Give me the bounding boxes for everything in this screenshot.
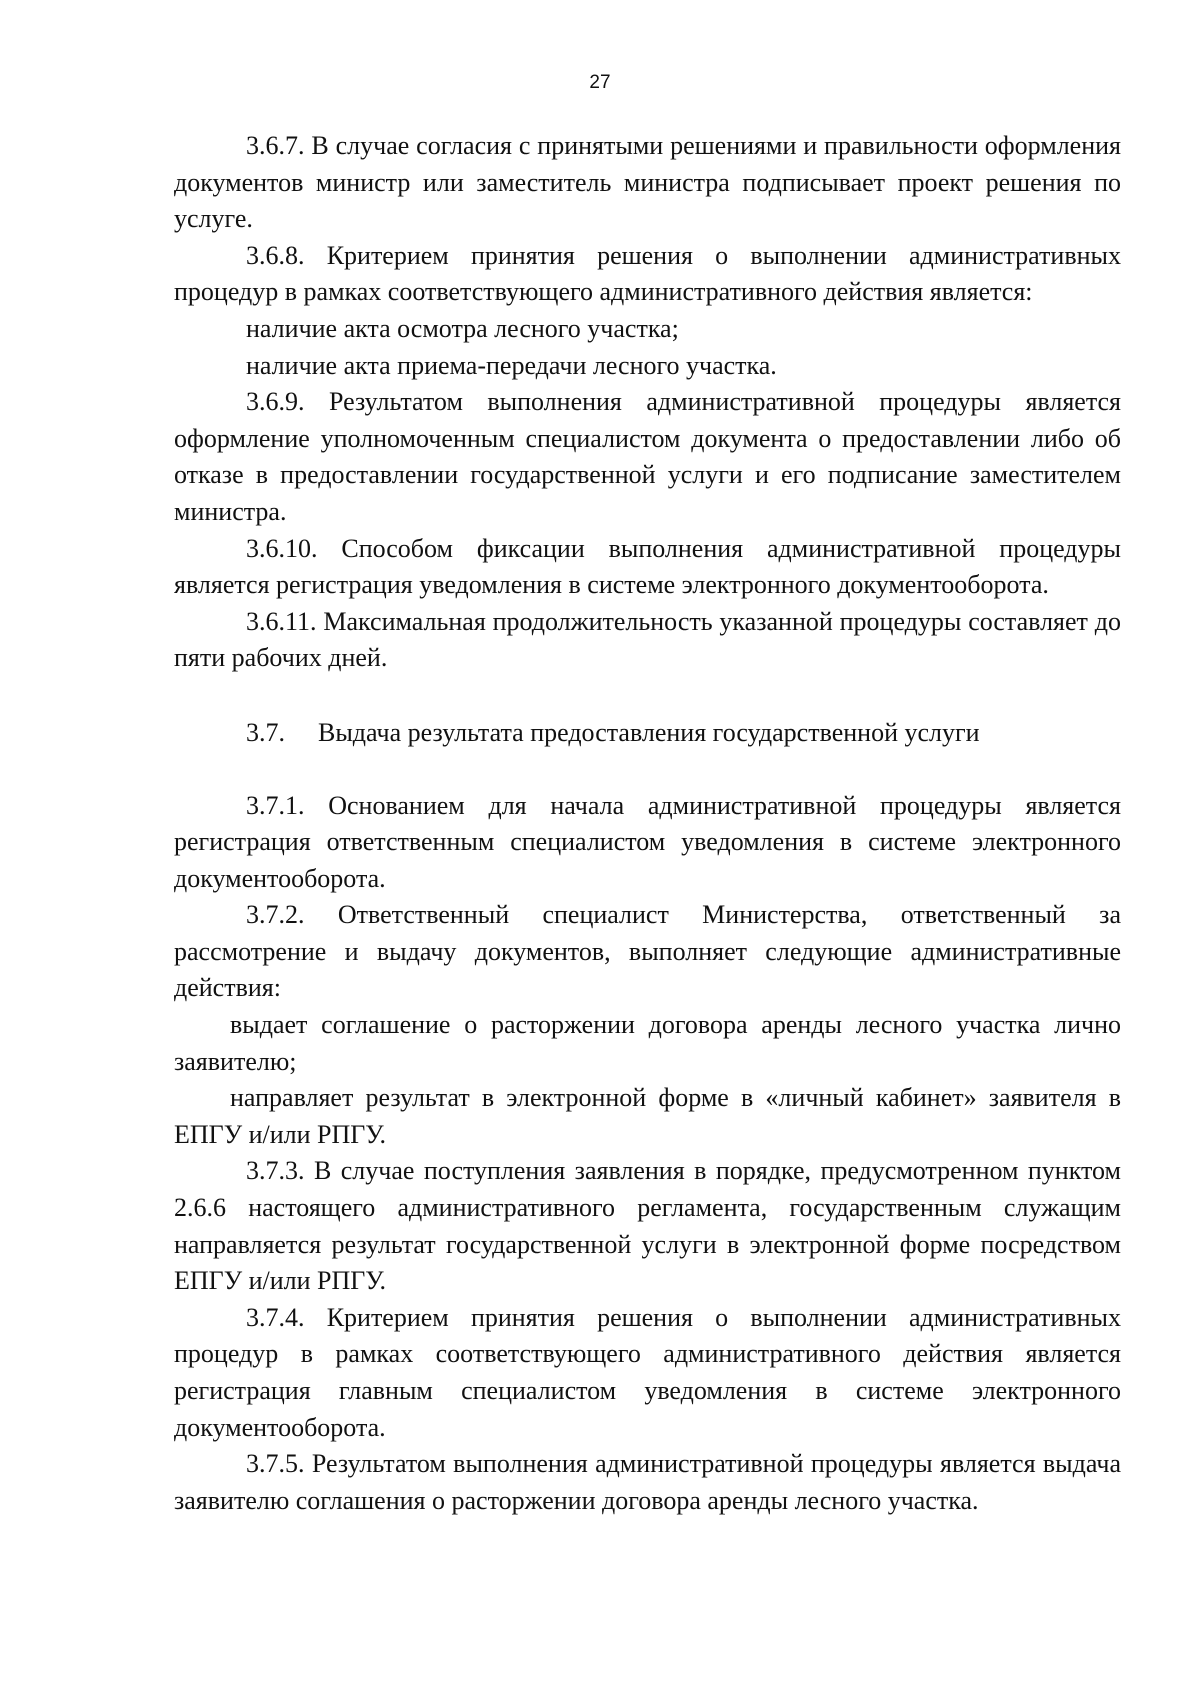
paragraph-3-7-1: 3.7.1. Основанием для начала административной процедуры является регистрация ответственным специалистом уведомления в системе электронного документооборота. [174,790,1121,893]
paragraph-3-7-2: 3.7.2. Ответственный специалист Министерства, ответственный за рассмотрение и выдачу документов, выполняет следующие административные действия: [174,900,1121,1003]
list-item-transfer-act: наличие акта приема-передачи лесного участка. [246,350,777,380]
paragraph-3-6-10: 3.6.10. Способом фиксации выполнения административной процедуры является регистрация уведомления в системе электронного документооборота. [174,533,1121,600]
list-item-inspection-act: наличие акта осмотра лесного участка; [246,313,679,343]
section-heading [174,715,1121,752]
paragraph-3-6-11: 3.6.11. Максимальная продолжительность указанной процедуры составляет до пяти рабочих дней. [174,606,1121,673]
paragraph-3-7-5: 3.7.5. Результатом выполнения административной процедуры является выдача заявителю соглашения о расторжении договора аренды лесного участка. [174,1449,1121,1515]
paragraph-3-6-7: 3.6.7. В случае согласия с принятыми решениями и правильности оформления документов министр или заместитель министра подписывает проект решения по услуге. [174,131,1121,234]
section-title: Выдача результата предоставления государственной услуги [318,717,980,747]
paragraph-3-7-3: 3.7.3. В случае поступления заявления в порядке, предусмотренном пунктом 2.6.6 настоящего административного регламента, государственным служащим направляется результат государственной услуги в электронной форме посредством ЕПГУ и/или РПГУ. [174,1156,1121,1296]
paragraph-3-6-8: 3.6.8. Критерием принятия решения о выполнении административных процедур в рамках соответствующего административного действия является: [174,240,1121,307]
paragraph-3-7-4: 3.7.4. Критерием принятия решения о выполнении административных процедур в рамках соответствующего административного действия является регистрация главным специалистом уведомления в системе электронного документооборота. [174,1302,1121,1442]
page-number: 27 [589,72,611,93]
list-item-issue-agreement: выдает соглашение о расторжении договора аренды лесного участка лично заявителю; [174,1010,1121,1076]
paragraph-3-6-9: 3.6.9. Результатом выполнения административной процедуры является оформление уполномоченным специалистом документа о предоставлении либо об отказе в предоставлении государственной услуги и его подписание заместителем министра. [174,387,1121,526]
list-item-send-result: направляет результат в электронной форме в «личный кабинет» заявителя в ЕПГУ и/или РПГУ. [174,1083,1121,1149]
document-body [174,128,1121,1519]
section-number: 3.7. [246,717,285,747]
